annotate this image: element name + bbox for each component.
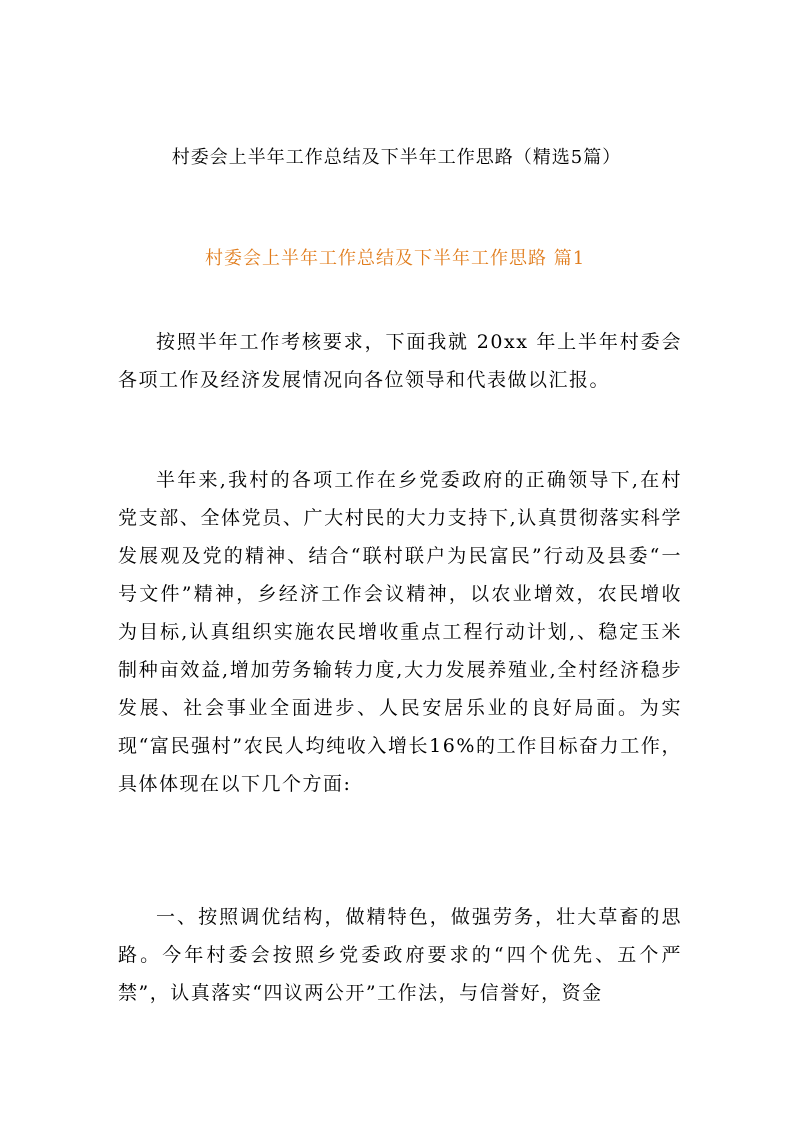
paragraph-intro: 按照半年工作考核要求，下面我就 20xx 年上半年村委会各项工作及经济发展情况向各位领导和代表做以汇报。 bbox=[118, 331, 682, 391]
document-title: 村委会上半年工作总结及下半年工作思路（精选5篇） bbox=[171, 147, 622, 168]
paragraph-point-one: 一、按照调优结构，做精特色，做强劳务，壮大草畜的思路。今年村委会按照乡党委政府要求的“四个优先、五个严禁”，认真落实“四议两公开”工作法，与信誉好，资金 bbox=[118, 906, 682, 1004]
paragraph-summary: 半年来,我村的各项工作在乡党委政府的正确领导下,在村党支部、全体党员、广大村民的大力支持下,认真贯彻落实科学发展观及党的精神、结合“联村联户为民富民”行动及县委“一号文件”精神，乡经济工作会议精神，以农业增效，农民增收为目标,认真组织实施农民增收重点工程行动计划,、稳定玉米制种亩效益,增加劳务输转力度,大力发展养殖业,全村经济稳步发展、社会事业全面进步、人民安居乐业的良好局面。为实现“富民强村”农民人均纯收入增长16%的工作目标奋力工作，具体体现在以下几个方面: bbox=[118, 469, 682, 795]
section-heading: 村委会上半年工作总结及下半年工作思路 篇1 bbox=[205, 248, 586, 269]
